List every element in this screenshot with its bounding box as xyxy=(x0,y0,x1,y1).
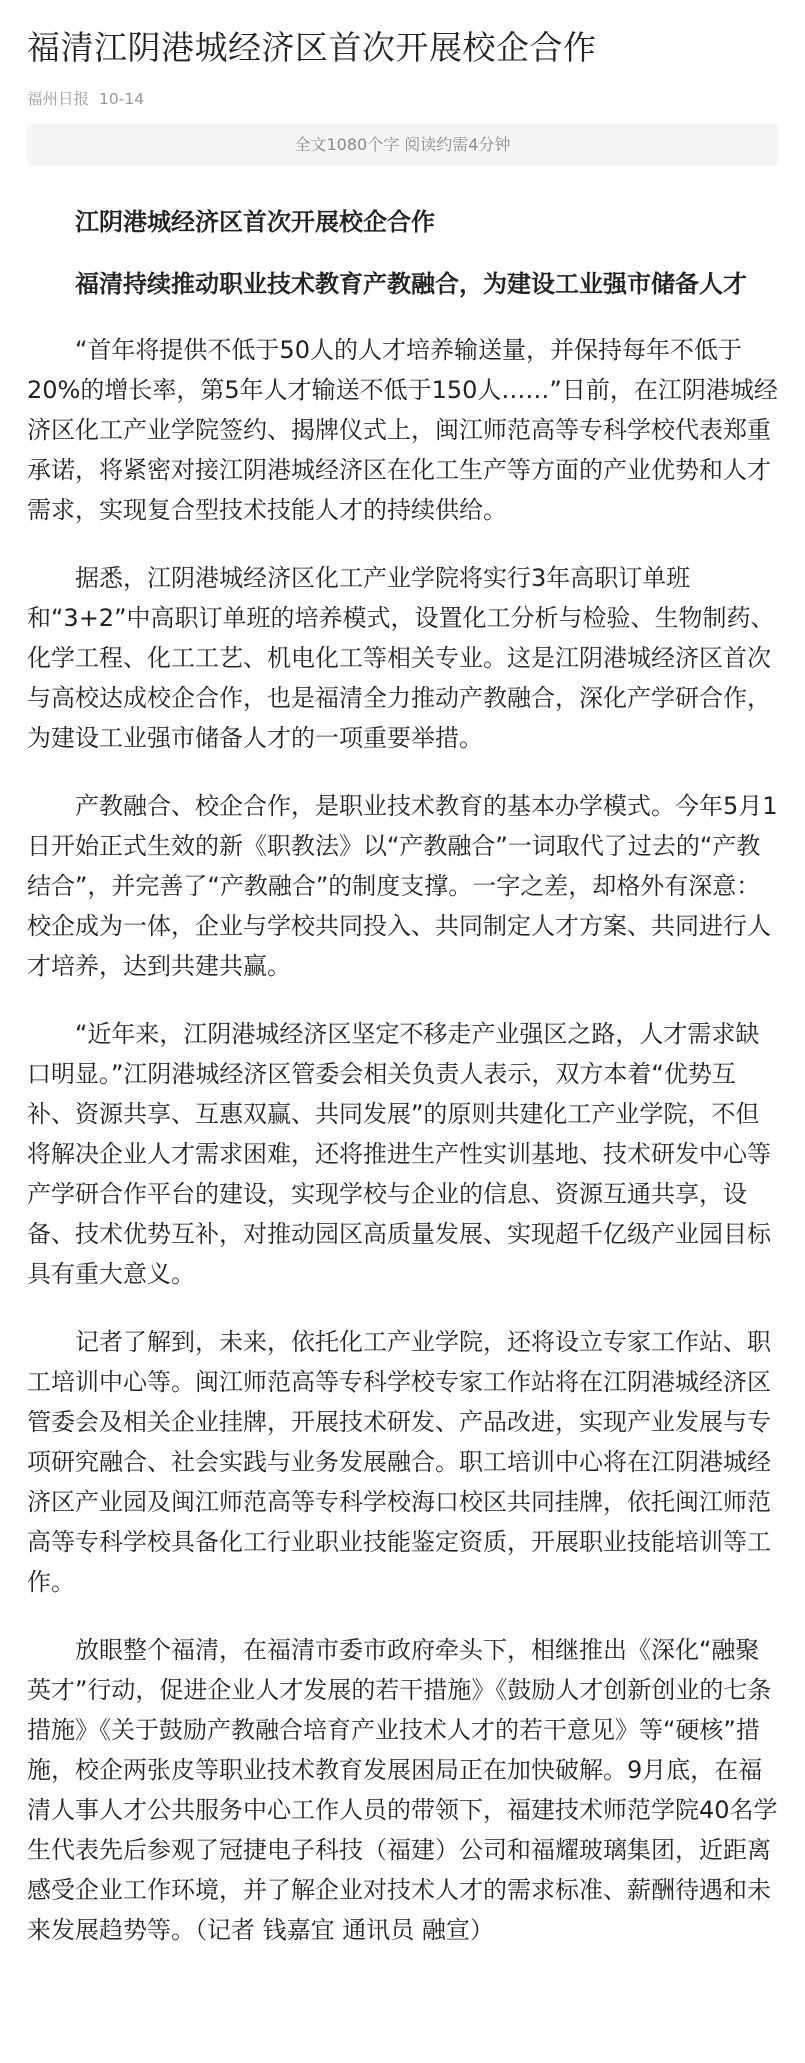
paragraph: “近年来，江阴港城经济区坚定不移走产业强区之路，人才需求缺口明显。”江阴港城经济区管委会相关负责人表示，双方本着“优势互补、资源共享、互惠双赢、共同发展”的原则共建化工产业学院，不但将解决企业人才需求困难，还将推进生产性实训基地、技术研发中心等产学研合作平台的建设，实现学校与企业的信息、资源互通共享，设备、技术优势互补，对推动园区高质量发展、实现超千亿级产业园目标具有重大意义。 xyxy=(27,1020,771,1288)
paragraph: “首年将提供不低于50人的人才培养输送量，并保持每年不低于20%的增长率，第5年人才输送不低于150人……”日前，在江阴港城经济区化工产业学院签约、揭牌仪式上，闽江师范高等专科学校代表郑重承诺，将紧密对接江阴港城经济区在化工生产等方面的产业优势和人才需求，实现复合型技术技能人才的持续供给。 xyxy=(27,336,778,524)
paragraph: 记者了解到，未来，依托化工产业学院，还将设立专家工作站、职工培训中心等。闽江师范高等专科学校专家工作站将在江阴港城经济区管委会及相关企业挂牌，开展技术研发、产品改进，实现产业发展与专项研究融合、社会实践与业务发展融合。职工培训中心将在江阴港城经济区产业园及闽江师范高等专科学校海口校区共同挂牌，依托闽江师范高等专科学校具备化工行业职业技能鉴定资质，开展职业技能培训等工作。 xyxy=(27,1328,771,1596)
paragraph: 放眼整个福清，在福清市委市政府牵头下，相继推出《深化“融聚英才”行动，促进企业人才发展的若干措施》《鼓励人才创新创业的七条措施》《关于鼓励产教融合培育产业技术人才的若干意见》等“硬核”措施，校企两张皮等职业技术教育发展困局正在加快破解。9月底，在福清人事人才公共服务中心工作人员的带领下，福建技术师范学院40名学生代表先后参观了冠捷电子科技（福建）公司和福耀玻璃集团，近距离感受企业工作环境，并了解企业对技术人才的需求标准、薪酬待遇和未来发展趋势等。（记者 钱嘉宜 通讯员 融宣） xyxy=(27,1636,778,1944)
article-meta xyxy=(27,88,778,110)
article-body xyxy=(27,202,778,1950)
article-date: 10-14 xyxy=(99,90,145,108)
content-heading: 江阴港城经济区首次开展校企合作 xyxy=(75,208,435,236)
article-title: 福清江阴港城经济区首次开展校企合作 xyxy=(27,28,597,67)
article-source[interactable]: 福州日报 xyxy=(27,90,90,108)
paragraph: 产教融合、校企合作，是职业技术教育的基本办学模式。今年5月1日开始正式生效的新《职教法》以“产教融合”一词取代了过去的“产教结合”，并完善了“产教融合”的制度支撑。一字之差，却格外有深意：校企成为一体，企业与学校共同投入、共同制定人才方案、共同进行人才培养，达到共建共赢。 xyxy=(27,792,778,980)
word-count-bar: 全文1080个字 阅读约需4分钟 xyxy=(27,124,778,166)
content-subheading: 福清持续推动职业技术教育产教融合，为建设工业强市储备人才 xyxy=(75,270,747,298)
paragraph: 据悉，江阴港城经济区化工产业学院将实行3年高职订单班和“3+2”中高职订单班的培养模式，设置化工分析与检验、生物制药、化学工程、化工工艺、机电化工等相关专业。这是江阴港城经济区首次与高校达成校企合作，也是福清全力推动产教融合，深化产学研合作，为建设工业强市储备人才的一项重要举措。 xyxy=(27,564,775,752)
